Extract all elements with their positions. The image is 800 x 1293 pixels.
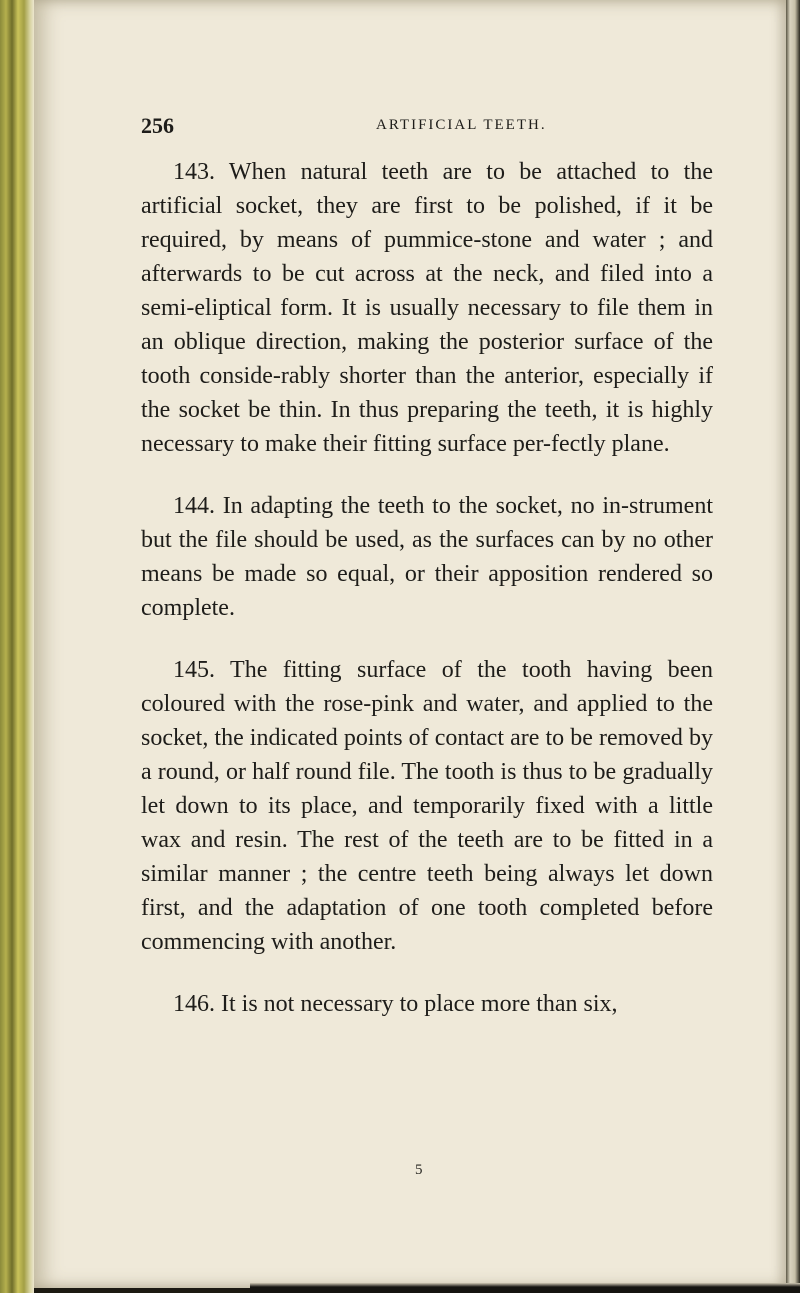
page-number: 256 <box>141 113 174 138</box>
signature-mark: 5 <box>415 1162 423 1178</box>
paragraph-144: 144. In adapting the teeth to the socket, no in-strument but the file should be used, as the surfaces can by no other means be made so equal, or their apposition rendered so complete. <box>141 493 713 621</box>
running-head: ARTIFICIAL TEETH. <box>376 117 547 133</box>
book-spine <box>0 0 34 1293</box>
page-edge <box>786 0 800 1293</box>
body-text <box>141 155 713 1021</box>
bottom-edge <box>250 1283 800 1293</box>
paragraph-145: 145. The fitting surface of the tooth having been coloured with the rose-pink and water, and applied to the socket, the indicated points of contact are to be removed by a round, or half round file. The tooth is thus to be gradually let down to its place, and temporarily fixed with a little wax and resin. The rest of the teeth are to be fitted in a similar manner ; the centre teeth being always let down first, and the adaptation of one tooth completed before commencing with another. <box>141 657 713 955</box>
paragraph-143: 143. When natural teeth are to be attached to the artificial socket, they are first to be polished, if it be required, by means of pummice-stone and water ; and afterwards to be cut across at the neck, and filed into a semi-eliptical form. It is usually necessary to file them in an oblique direction, making the posterior surface of the tooth conside-rably shorter than the anterior, especially if the socket be thin. In thus preparing the teeth, it is highly necessary to make their fitting surface per-fectly plane. <box>141 159 713 457</box>
paragraph-146: 146. It is not necessary to place more than six, <box>173 991 618 1017</box>
page-header <box>141 113 701 143</box>
